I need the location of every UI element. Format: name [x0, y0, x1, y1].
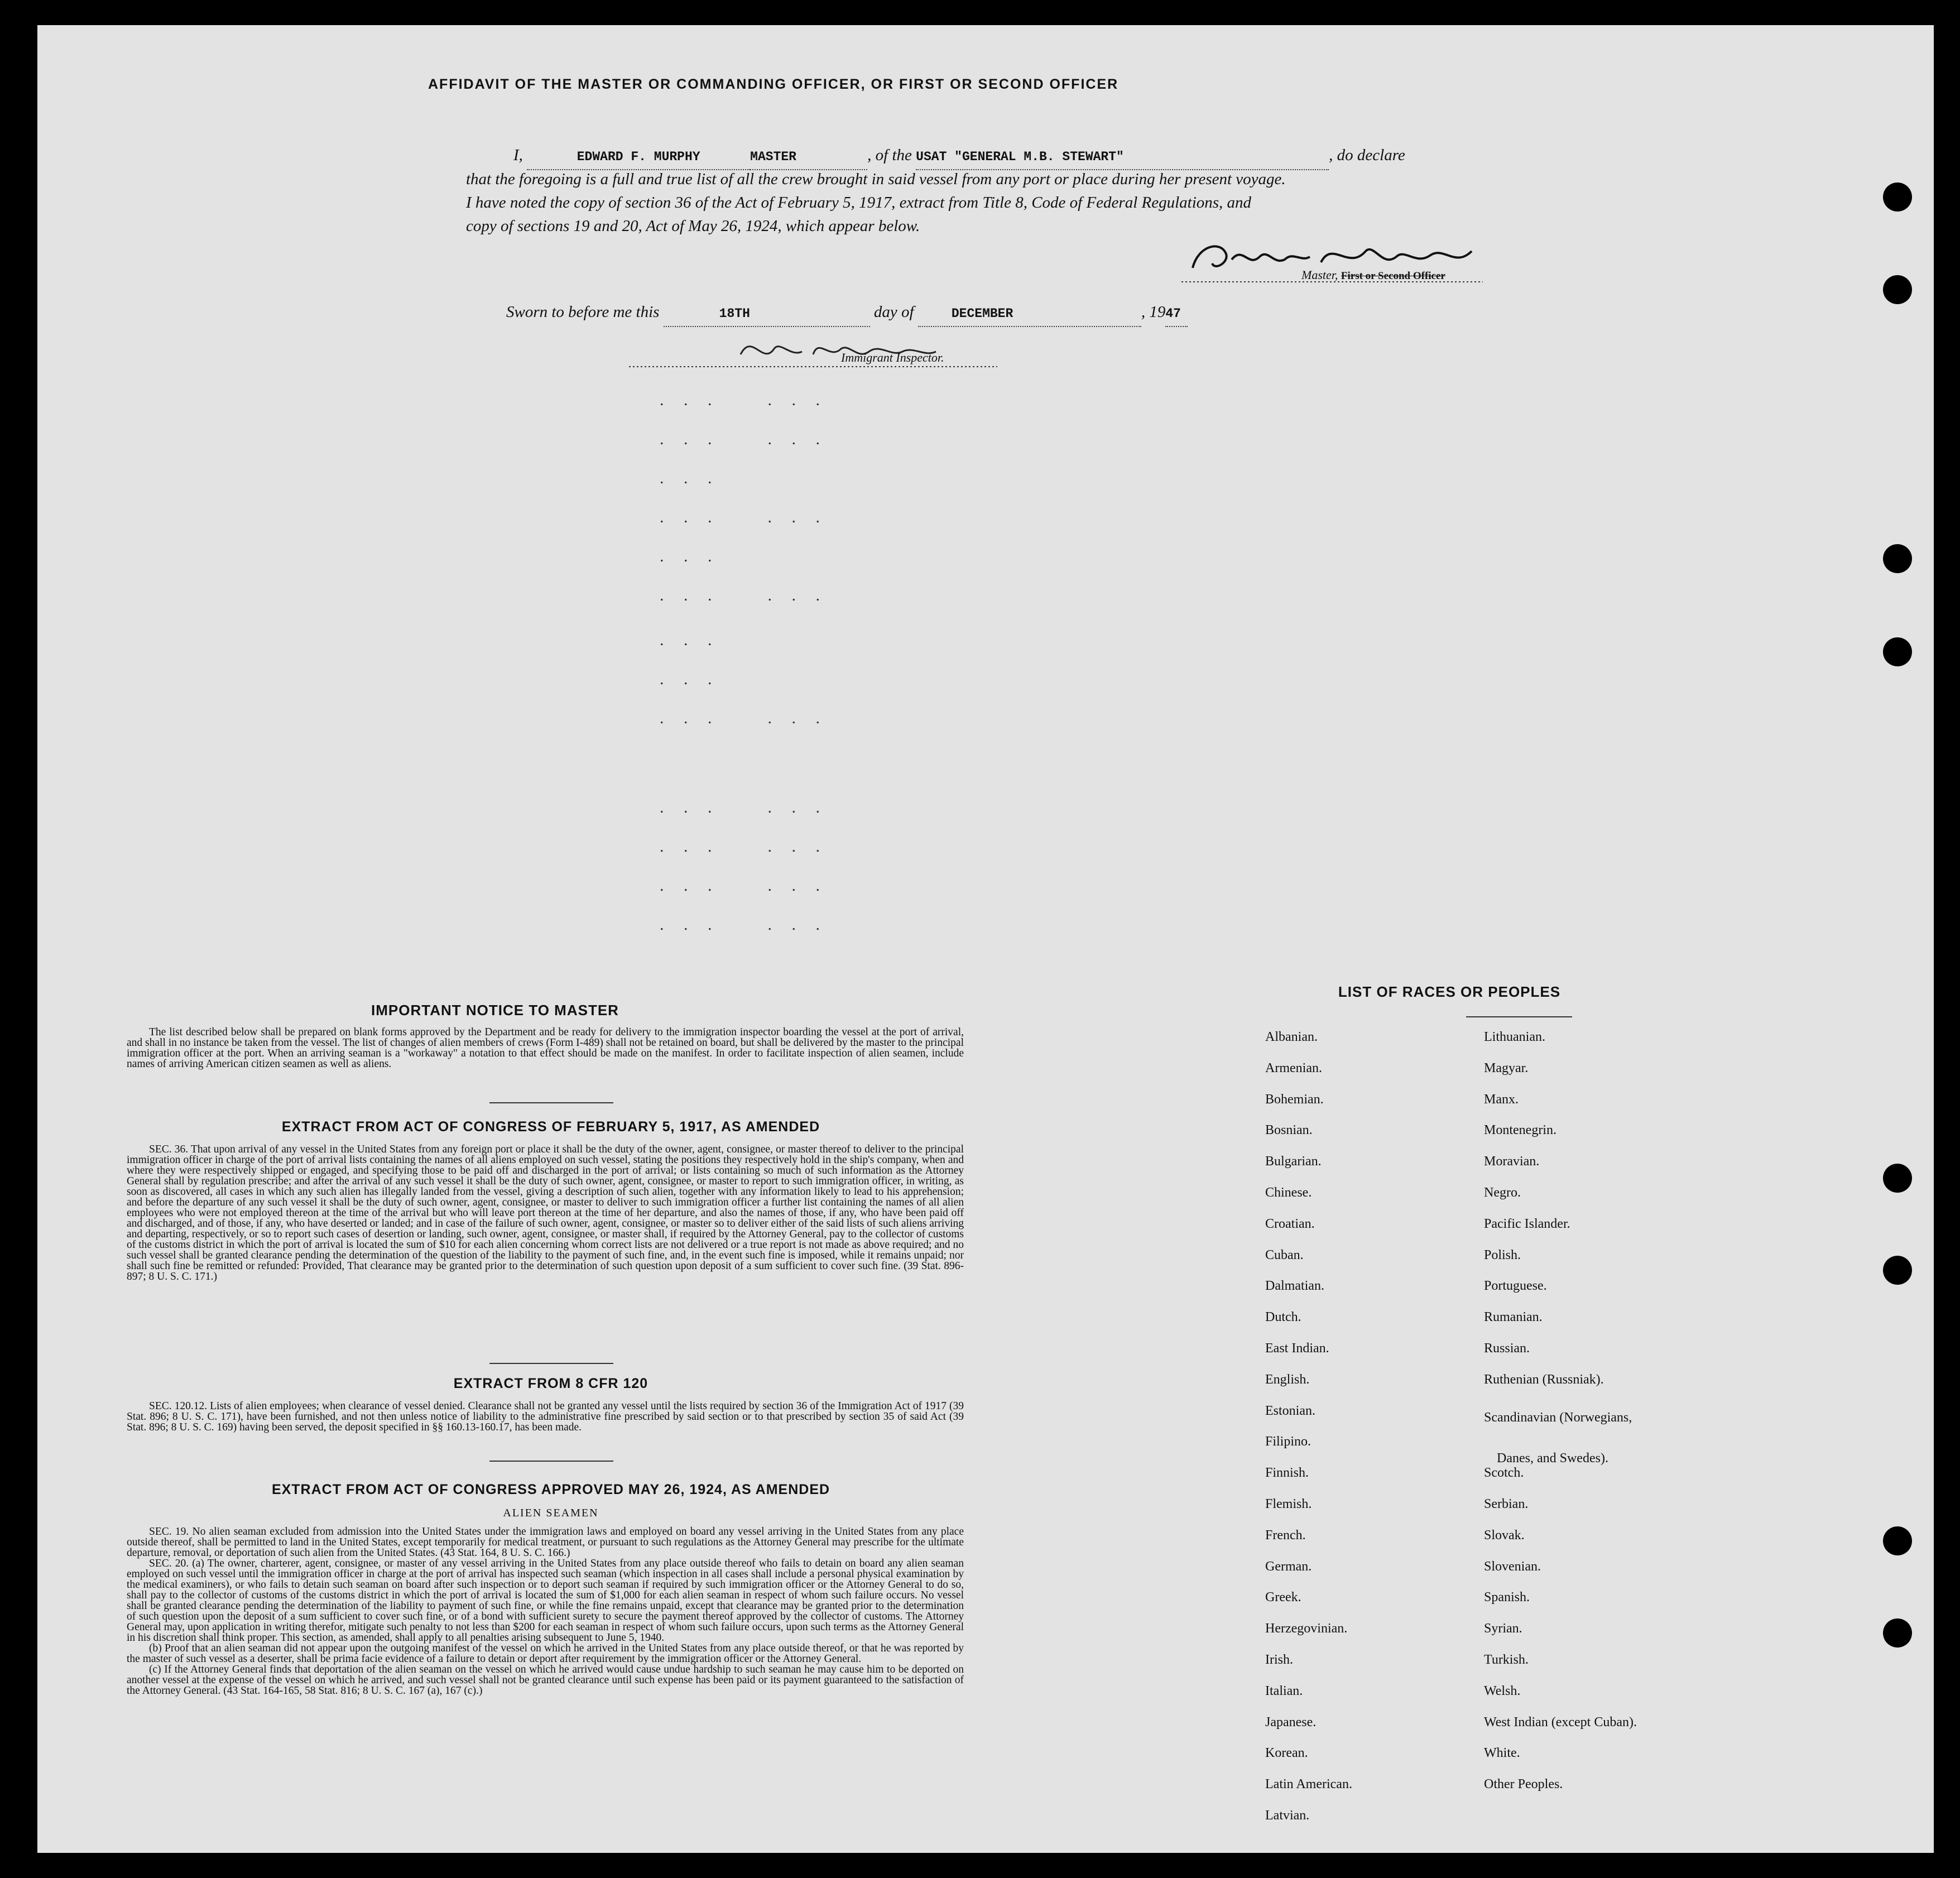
year-field [1165, 300, 1188, 327]
race-item: Manx. [1484, 1092, 1519, 1107]
sworn-day-field [664, 300, 870, 327]
do-declare-label: , do declare [1329, 146, 1405, 164]
race-item: White. [1484, 1746, 1520, 1761]
race-item: Dalmatian. [1265, 1279, 1324, 1294]
race-item: Albanian. [1265, 1030, 1318, 1044]
extract-1917-rule [489, 1363, 613, 1364]
race-item: Japanese. [1265, 1714, 1317, 1730]
affidavit-line-4: copy of sections 19 and 20, Act of May 26, 1924, which appear below. [466, 217, 920, 235]
day-of-label: day of [873, 303, 914, 321]
notice-text [127, 1027, 964, 1069]
affidavit-i: I, [513, 146, 523, 164]
notice-title: IMPORTANT NOTICE TO MASTER [371, 1002, 619, 1019]
extract-1924-title: EXTRACT FROM ACT OF CONGRESS APPROVED MAY 26, 1924, AS AMENDED [271, 1482, 830, 1497]
notice-rule [489, 1102, 613, 1103]
struck-officer-caption: First or Second Officer [1341, 270, 1445, 282]
year-prefix: , 19 [1141, 303, 1166, 321]
race-item: Armenian. [1265, 1060, 1322, 1075]
race-item: Dutch. [1265, 1310, 1301, 1325]
race-item: Latvian. [1265, 1808, 1310, 1823]
vessel-name: USAT "GENERAL M.B. STEWART" [916, 150, 1124, 164]
race-item: Scotch. [1484, 1466, 1524, 1481]
affidavit-title: AFFIDAVIT OF THE MASTER OR COMMANDING OFFICER, OR FIRST OR SECOND OFFICER [428, 76, 1119, 92]
extract-cfr-paragraph: SEC. 120.12. Lists of alien employees; when clearance of vessel denied. Clearance shall not be granted any vessel until the lists required by section 36 of the Immigration Act of 1917 (39 Stat. 896; 8 U. S. C. 171), have been furnished, and not then unless notice of liability to the administrative fine prescribed by said section or to that prescribed by section 35 of said Act (39 Stat. 896; 8 U. S. C. 169) having been served, the deposit specified in §§ 160.13-160.17, has been made. [127, 1400, 964, 1433]
race-item: Estonian. [1265, 1403, 1315, 1418]
ledger-dots-2: . . . . . . [660, 430, 828, 448]
race-item: English. [1265, 1372, 1310, 1387]
notice-paragraph: The list described below shall be prepared on blank forms approved by the Department and be ready for delivery to the immigration inspector boarding the vessel at the port of arrival, and shall in no instance be taken from the vessel. The list of changes of alien members of crews (Form I-489) shall not be retained on board, but shall be delivered by the master to the principal immigration officer at the port. When an arriving seaman is a "workaway" a notation to that effect should be made on the manifest. In order to facilitate inspection of alien seamen, include names of arriving American citizen seamen as well as aliens. [127, 1026, 964, 1070]
race-item: German. [1265, 1559, 1312, 1574]
race-item: Welsh. [1484, 1683, 1521, 1698]
master-caption-label: Master, [1301, 268, 1338, 282]
ledger-dots-13: . . . . . . [660, 915, 828, 934]
sworn-month: DECEMBER [951, 306, 1013, 321]
extract-1924-sec20b: (b) Proof that an alien seaman did not appear upon the outgoing manifest of the vessel on which he arrived in the United States from any place outside thereof, or that he was reported by the master of such vessel as a deserter, shall be prima facie evidence of a failure to detain or deport after requirement by the immigration officer or the Attorney General. [127, 1642, 964, 1665]
race-item: Danes, and Swedes). [1497, 1451, 1608, 1466]
race-item: Montenegrin. [1484, 1123, 1557, 1138]
master-caption [1301, 268, 1445, 282]
binder-hole [1883, 1256, 1912, 1285]
race-item: Syrian. [1484, 1621, 1522, 1636]
race-item: Slovak. [1484, 1528, 1525, 1543]
binder-hole [1883, 544, 1912, 573]
race-item: Filipino. [1265, 1434, 1312, 1449]
master-name-field [527, 143, 750, 170]
race-item: Scandinavian (Norwegians, [1484, 1410, 1632, 1425]
race-item: Other Peoples. [1484, 1777, 1563, 1792]
extract-cfr-text [127, 1401, 964, 1433]
race-item: Bosnian. [1265, 1123, 1313, 1138]
race-item: Lithuanian. [1484, 1030, 1545, 1044]
binder-hole [1883, 182, 1912, 212]
race-item: Ruthenian (Russniak). [1484, 1372, 1604, 1387]
document-page [37, 25, 1934, 1853]
extract-1924-sec20c: (c) If the Attorney General finds that deportation of the alien seaman on the vessel on which he arrived would cause undue hardship to such seaman he may cause him to be deported on another vessel at the expense of the vessel on which he arrived, and such vessel shall not be granted clearance until such expense has been paid or its payment guaranteed to the satisfaction of the Attorney General. (43 Stat. 164-165, 58 Stat. 816; 8 U. S. C. 167 (a), 167 (c).) [127, 1664, 964, 1697]
race-item: Spanish. [1484, 1590, 1530, 1605]
race-item: Finnish. [1265, 1466, 1309, 1481]
race-item: Greek. [1265, 1590, 1301, 1605]
sworn-line [506, 300, 1188, 327]
ledger-dots-4: . . . . . . [660, 508, 828, 526]
race-item: Russian. [1484, 1341, 1530, 1356]
extract-1924-text [127, 1526, 964, 1696]
ledger-dots-6: . . . . . . [660, 586, 828, 604]
binder-hole [1883, 1618, 1912, 1648]
master-name: EDWARD F. MURPHY [577, 150, 700, 164]
race-item: Korean. [1265, 1746, 1308, 1761]
extract-1917-title: EXTRACT FROM ACT OF CONGRESS OF FEBRUARY 5, 1917, AS AMENDED [281, 1119, 820, 1135]
affidavit-line-3: I have noted the copy of section 36 of the Act of February 5, 1917, extract from Title 8, Code of Federal Regulations, and [466, 194, 1252, 212]
ledger-dots-8: . . . [660, 670, 720, 688]
ledger-dots-1: . . . . . . [660, 391, 828, 409]
race-item: Herzegovinian. [1265, 1621, 1348, 1636]
extract-1917-text [127, 1144, 964, 1282]
race-item: Slovenian. [1484, 1559, 1541, 1574]
race-item: West Indian (except Cuban). [1484, 1714, 1637, 1730]
rank-field [750, 143, 867, 170]
extract-1924-sec20a: SEC. 20. (a) The owner, charterer, agent, consignee, or master of any vessel arriving in the United States from any place outside thereof who fails to detain on board any alien seaman employed on such vessel until the immigration officer in charge at the port of arrival has inspected such seaman (which inspection in all cases shall include a personal physical examination by the medical examiners), or who fails to detain such seaman on board after such inspection or to deport such seaman if required by such immigration officer or the Attorney General to do so, shall pay to the collector of customs of the customs district in which the port of arrival is located the sum of $1,000 for each alien seaman in respect of whom such failure occurs. No vessel shall be granted clearance pending the determination of the liability to payment of such fine, or while the fine remains unpaid, except that clearance may be granted prior to the determination of such question upon the deposit of a sum sufficient to cover such fine, or of a bond with sufficient surety to secure the payment thereof approved by the collector of customs. The Attorney General may, upon application in writing therefor, mitigate such penalty to not less than $200 for each seaman in respect of whom such failure occurs, upon such terms as the Attorney General in his discretion shall think proper. This section, as amended, shall apply to all penalties arising subsequent to June 5, 1940. [127, 1558, 964, 1644]
ledger-dots-12: . . . . . . [660, 876, 828, 895]
affidavit-line-2: that the foregoing is a full and true list of all the crew brought in said vessel from any port or place during her present voyage. [466, 170, 1286, 188]
race-item: Croatian. [1265, 1216, 1315, 1231]
master-rank: MASTER [750, 150, 796, 164]
race-item: Italian. [1265, 1683, 1303, 1698]
binder-hole [1883, 637, 1912, 666]
vessel-field [916, 143, 1329, 170]
affidavit-line-1 [513, 143, 1405, 170]
race-item: East Indian. [1265, 1341, 1329, 1356]
sworn-prefix: Sworn to before me this [506, 303, 660, 321]
extract-cfr-title: EXTRACT FROM 8 CFR 120 [453, 1376, 648, 1391]
race-item: Portuguese. [1484, 1279, 1547, 1294]
race-item: Moravian. [1484, 1154, 1540, 1169]
inspector-signature [612, 326, 1003, 377]
extract-cfr-rule [489, 1461, 613, 1462]
race-item: Negro. [1484, 1185, 1521, 1200]
ledger-dots-10: . . . . . . [660, 798, 828, 816]
sworn-day: 18TH [719, 306, 750, 321]
race-item: Polish. [1484, 1247, 1521, 1262]
race-item: Latin American. [1265, 1777, 1352, 1792]
race-item: Serbian. [1484, 1497, 1529, 1511]
ledger-dots-7: . . . [660, 631, 720, 649]
binder-hole [1883, 1526, 1912, 1555]
binder-hole [1883, 275, 1912, 304]
race-item: Bohemian. [1265, 1092, 1324, 1107]
race-item: Cuban. [1265, 1247, 1304, 1262]
extract-1917-paragraph: SEC. 36. That upon arrival of any vessel in the United States from any foreign port or place it shall be the duty of the owner, agent, consignee, or master thereof to deliver to the principal immigration officer in charge of the port of arrival lists containing the names of all aliens employed on such vessel, stating the positions they respectively hold in the ship's company, when and where they were respectively shipped or engaged, and specifying those to be paid off and discharged in the port of arrival; or lists containing so much of such information as the Attorney General shall by regulation prescribe; and after the arrival of any such vessel it shall be the duty of such owner, agent, consignee, or master to report to such immigration officer, in writing, as soon as discovered, all cases in which any such alien has illegally landed from the vessel, giving a description of such alien, together with any information likely to lead to his apprehension; and before the departure of any such vessel it shall be the duty of such owner, agent, consignee, or master to deliver to such immigration officer a further list containing the names of all alien employees who were not employed thereon at the time of the arrival but who will leave port thereon at the time of her departure, and also the names of those, if any, who have been paid off and discharged, and of those, if any, who have deserted or landed; and in case of the failure of such owner, agent, consignee, or master so to deliver either of the said lists of such aliens arriving and departing, respectively, or so to report such cases of desertion or landing, such owner, agent, consignee, or master shall, if required by the Attorney General, pay to the collector of customs of the customs district in which the port of arrival is located the sum of $10 for each alien concerning whom correct lists are not delivered or a true report is not made as above required; and no such vessel shall be granted clearance pending the determination of the question of the liability to the payment of such fine, and, in the event such fine is imposed, while it remains unpaid; nor shall such fine be remitted or refunded: Provided, That clearance may be granted prior to the determination of such question upon deposit of a sum sufficient to cover such fine. (39 Stat. 896-897; 8 U. S. C. 171.) [127, 1144, 964, 1283]
races-title: LIST OF RACES OR PEOPLES [1338, 983, 1561, 1000]
inspector-caption: Immigrant Inspector. [841, 350, 944, 364]
sworn-month-field [918, 300, 1141, 327]
extract-1924-subtitle: ALIEN SEAMEN [503, 1507, 599, 1519]
race-item: Rumanian. [1484, 1310, 1543, 1325]
ledger-dots-3: . . . [660, 469, 720, 487]
binder-hole [1883, 1164, 1912, 1193]
ledger-dots-9: . . . . . . [660, 709, 828, 727]
year-suffix: 47 [1165, 306, 1181, 321]
race-item: Magyar. [1484, 1060, 1529, 1075]
race-item: Turkish. [1484, 1653, 1529, 1667]
ledger-dots-5: . . . [660, 547, 720, 565]
ledger-dots-11: . . . . . . [660, 837, 828, 856]
race-item: Flemish. [1265, 1497, 1312, 1511]
race-item: Bulgarian. [1265, 1154, 1322, 1169]
race-item: Chinese. [1265, 1185, 1312, 1200]
of-the-label: , of the [867, 146, 912, 164]
race-item: Pacific Islander. [1484, 1216, 1570, 1231]
race-item: French. [1265, 1528, 1306, 1543]
races-rule [1466, 1016, 1572, 1017]
race-item: Irish. [1265, 1653, 1293, 1667]
extract-1924-sec19: SEC. 19. No alien seaman excluded from admission into the United States under the immigration laws and employed on board any vessel arriving in the United States from any place outside thereof, shall be permitted to land in the United States, except temporarily for medical treatment, or pursuant to such regulations as the Attorney General may prescribe for the ultimate departure, removal, or deportation of such alien from the United States. (43 Stat. 164, 8 U. S. C. 166.) [127, 1526, 964, 1559]
